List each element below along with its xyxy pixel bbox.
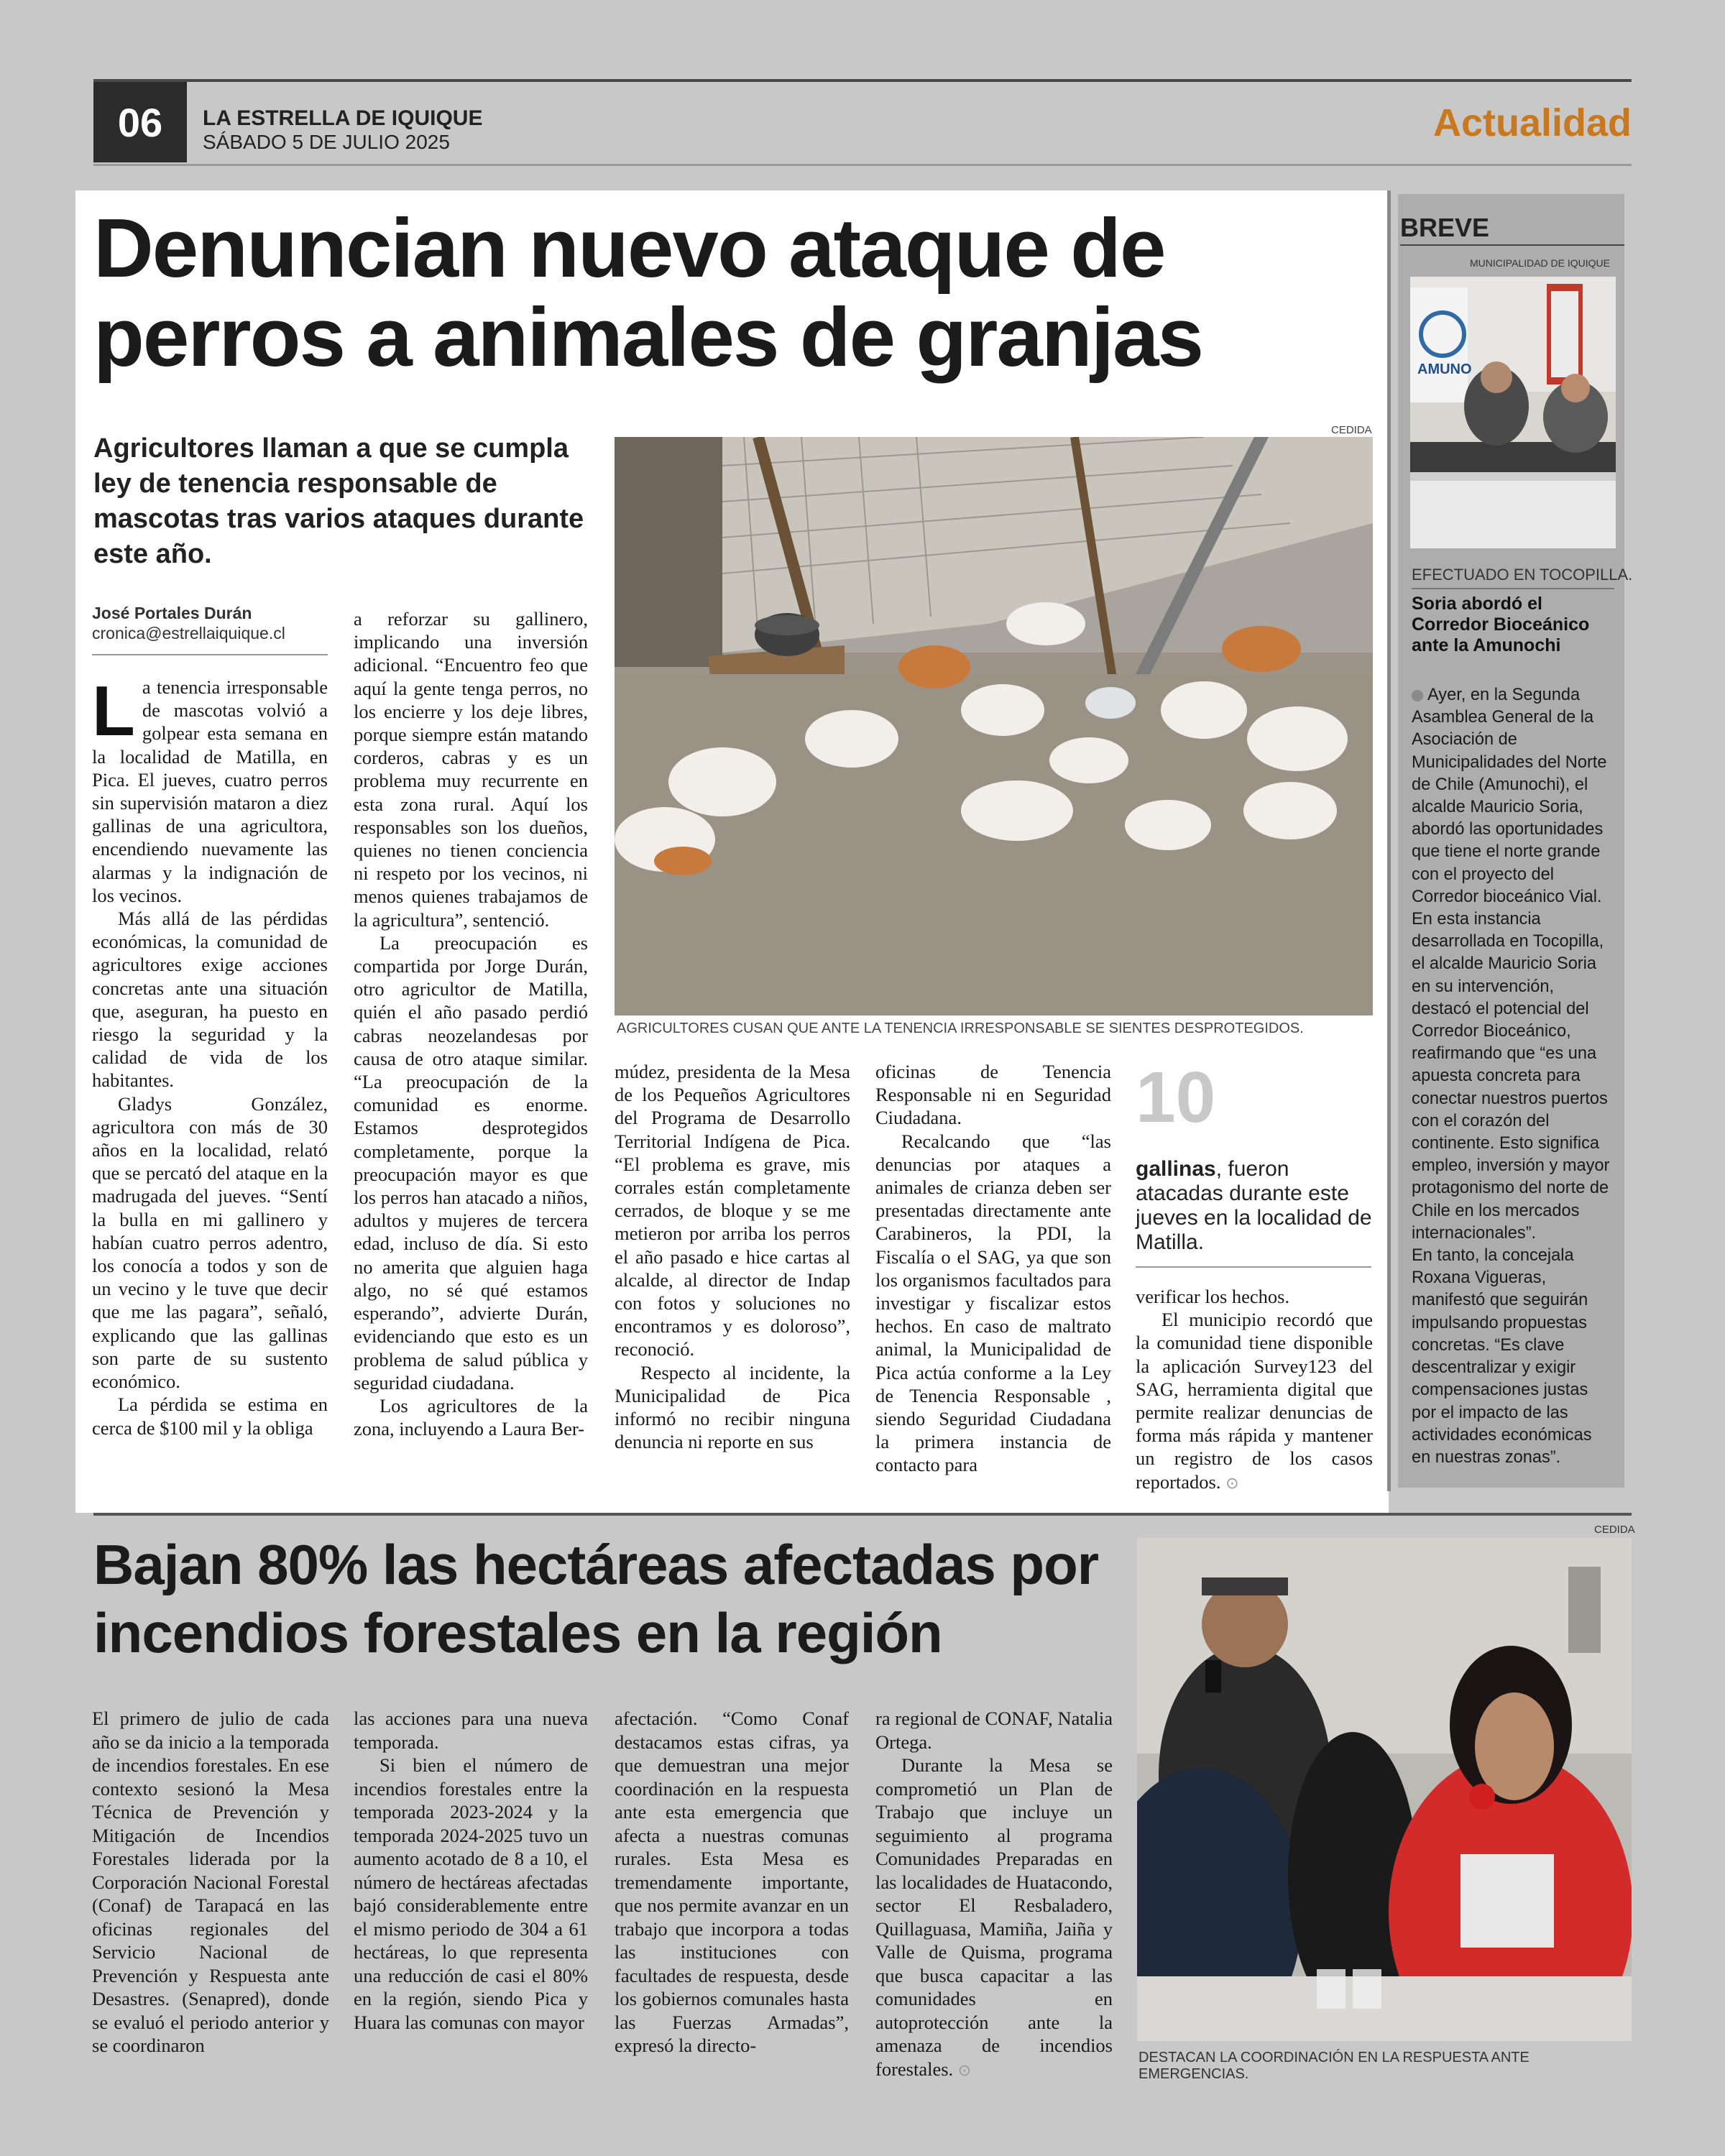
body-paragraph: El municipio recordó que la comunidad tiene disponible la aplicación Survey123 del SAG, herramienta digital que permite realizar denuncias de forma más rápida y mantener un registro de los casos reportados. ⊙ xyxy=(1136,1309,1373,1493)
sidebar-body xyxy=(1412,684,1614,1469)
pull-quote-bold: gallinas xyxy=(1136,1157,1216,1181)
page-number: 06 xyxy=(93,82,187,162)
body-paragraph: La tenencia irresponsable de mascotas volvió a golpear esta semana en la localidad de Matilla, en Pica. El jueves, cuatro perros sin supervisión mataron a diez gallinas de una agricultora, encendiendo nuevamente las alarmas y la indignación de los vecinos. xyxy=(92,671,328,906)
pull-quote-rule xyxy=(1136,1266,1371,1268)
photo-caption: AGRICULTORES CUSAN QUE ANTE LA TENENCIA IRRESPONSABLE SE SIENTES DESPROTEGIDOS. xyxy=(617,1021,1304,1036)
pull-quote-number: 10 xyxy=(1136,1057,1216,1138)
issue-date: SÁBADO 5 DE JULIO 2025 xyxy=(203,131,450,153)
photo-caption: DESTACAN LA COORDINACIÓN EN LA RESPUESTA ANTE EMERGENCIAS. xyxy=(1138,2050,1530,2082)
body-paragraph: a reforzar su gallinero, implicando una inversión adicional. “Encuentro feo que aquí la gente tenga perros, no los encierre y los deje libres, porque siempre están matando corderos, cabras y es un problema muy recurrente en esta zona rural. Aquí los responsables son los dueños, quienes no tienen conciencia ni respeto por los vecinos, ni menos quienes trabajamos de la agricultura”, sentenció. xyxy=(354,608,588,931)
sidebar-headline: Soria abordó el Corredor Bioceánico ante la Amunochi xyxy=(1412,594,1590,655)
main-column-2 xyxy=(354,607,588,1440)
pull-quote-text: , fueron atacadas durante este jueves en la localidad de Matilla. xyxy=(1136,1157,1372,1254)
body-paragraph: verificar los hechos. xyxy=(1136,1286,1290,1307)
main-column-4 xyxy=(875,1060,1111,1477)
amunochi-meeting-photo xyxy=(1410,277,1616,548)
body-paragraph: las acciones para una nueva temporada. xyxy=(354,1708,588,1753)
newspaper-name: LA ESTRELLA DE IQUIQUE xyxy=(203,106,483,130)
second-column-2 xyxy=(354,1707,588,2034)
body-paragraph: Gladys González, agricultora con más de 30 años en la localidad, relató que se percató del ataque en la madrugada del jueves. “Sentí la bulla en mi gallinero y habían cuatro perros adentro, los conocía a todos y son de un vecino y le tuve que decir que me las pagara”, señaló, explicando que las gallinas son parte de su sustento económico. xyxy=(92,1092,328,1393)
sidebar-divider xyxy=(1387,190,1391,1491)
drop-cap: L xyxy=(92,671,135,750)
body-paragraph: Recalcando que “las denuncias por ataques a animales de crianza deben ser presentadas directamente ante Carabineros, la PDI, la Fiscalía o el SAG, ya que son los organismos facultados para investigar y fiscalizar estos hechos. En caso de maltrato animal, la Municipalidad de Pica actúa conforme a la Ley de Tenencia Responsable , siendo Seguridad Ciudadana la primera instancia de contacto para xyxy=(875,1130,1111,1476)
sidebar-paragraph: En esta instancia desarrollada en Tocopilla, el alcalde Mauricio Soria en su intervención, destacó el potencial del Corredor Bioceánico, reafirmando que “es una apuesta concreta para conectar nuestros puertos con el corazón del continente. Esto significa empleo, inversión y mayor protagonismo del norte de Chile en los mercados internacionales”. xyxy=(1412,910,1610,1243)
body-paragraph: El primero de julio de cada año se da inicio a la temporada de incendios forestales. En ese contexto sesionó la Mesa Técnica de Prevención y Mitigación de Incendios Forestales liderada por la Corporación Nacional Forestal (Conaf) de Tarapacá en las oficinas regionales del Servicio Nacional de Prevención y Respuesta ante Desastres. (Senapred), donde se evaluó el periodo anterior y se coordinaron xyxy=(92,1708,329,2056)
pull-quote xyxy=(1136,1157,1373,1255)
body-paragraph: múdez, presidenta de la Mesa de los Pequeños Agricultores del Programa de Desarrollo Territorial Indígena de Pica. “El problema es grave, mis corrales están completamente cerrados, de bloque y se me metieron por arriba los perros el año pasado e hice cartas al alcalde, al director de Indap con fotos y soluciones no encontramos y es doloroso”, reconoció. xyxy=(615,1061,850,1360)
body-paragraph: Respecto al incidente, la Municipalidad de Pica informó no recibir ninguna denuncia ni reporte en sus xyxy=(615,1361,850,1453)
body-paragraph: ra regional de CONAF, Natalia Ortega. xyxy=(875,1708,1113,1753)
sidebar-paragraph: En tanto, la concejala Roxana Vigueras, manifestó que seguirán impulsando propuestas concretas. “Es clave descentralizar y exigir compensaciones justas por el impacto de las actividades económicas en nuestras zonas”. xyxy=(1412,1246,1592,1467)
body-paragraph: oficinas de Tenencia Responsable ni en Seguridad Ciudadana. xyxy=(875,1061,1111,1129)
body-paragraph: afectación. “Como Conaf destacamos estas cifras, ya que demuestran una mejor coordinación en la respuesta ante esta emergencia que afecta a nuestras comunas rurales. Esta Mesa es tremendamente importante, que nos permite avanzar en un trabajo que incorpora a todas las instituciones con facultades de respuesta, desde los gobiernos comunales hasta las Fuerzas Armadas”, expresó la directo- xyxy=(615,1708,849,2056)
main-column-3 xyxy=(615,1060,850,1453)
second-column-3 xyxy=(615,1707,849,2058)
second-column-1 xyxy=(92,1707,329,2058)
photo-credit: CEDIDA xyxy=(1594,1524,1635,1536)
header-bottom-rule xyxy=(93,164,1632,166)
breve-rule xyxy=(1400,244,1624,246)
sidebar-photo-credit: MUNICIPALIDAD DE IQUIQUE xyxy=(1470,257,1610,269)
body-paragraph: Durante la Mesa se comprometió un Plan de Trabajo que incluye un seguimiento al programa Comunidades Preparadas en las localidades de Huatacondo, sector El Resbaladero, Quillaguasa, Mamiña, Jaiña y Valle de Quisma, programa que busca capacitar a las comunidades en autoprotección ante la amenaza de incendios forestales. ⊙ xyxy=(875,1754,1113,2080)
header-rule xyxy=(93,79,1632,82)
main-column-5 xyxy=(1136,1285,1373,1496)
main-column-1 xyxy=(92,671,328,1439)
main-subhead: Agricultores llaman a que se cumpla ley de tenencia responsable de mascotas tras varios ataques durante este año. xyxy=(93,433,584,569)
second-headline: Bajan 80% las hectáreas afectadas por incendios forestales en la región xyxy=(93,1533,1099,1664)
main-headline: Denuncian nuevo ataque de perros a animales de granjas xyxy=(93,201,1202,384)
amunochi-sign: AMUNO xyxy=(1417,361,1472,377)
author-email: cronica@estrellaiquique.cl xyxy=(92,624,285,642)
sidebar-label-rule xyxy=(1412,588,1614,589)
breve-title: BREVE xyxy=(1400,213,1490,242)
end-of-article-icon: ⊙ xyxy=(1225,1474,1239,1493)
sidebar-photo-label: EFECTUADO EN TOCOPILLA. xyxy=(1412,566,1633,584)
photo-credit: CEDIDA xyxy=(1331,424,1372,436)
section-title: Actualidad xyxy=(1432,101,1632,144)
dead-chickens-photo xyxy=(615,437,1373,1015)
body-paragraph: La pérdida se estima en cerca de $100 mil y la obliga xyxy=(92,1393,328,1439)
author-name: José Portales Durán xyxy=(92,604,252,622)
body-paragraph: Más allá de las pérdidas económicas, la comunidad de agricultores exige acciones concretas ante una situación que, aseguran, ha puesto en riesgo la seguridad y la calidad de vida de los habitantes. xyxy=(92,908,328,1092)
body-paragraph: La preocupación es compartida por Jorge Durán, otro agricultor de Matilla, quién el año pasado perdió cabras neozelandesas por causa de otro ataque similar. “La preocupación de la comunidad es enorme. Estamos desprotegidos completamente, porque la preocupación mayor es que los perros han atacado a niños, adultos y mujeres de tercera edad, incluso de día. Si esto no amerita que alguien haga algo, no sé qué estamos esperando”, advierte Durán, evidenciando que esto es un problema de salud pública y seguridad ciudadana. xyxy=(354,931,588,1393)
body-paragraph: Los agricultores de la zona, incluyendo a Laura Ber- xyxy=(354,1394,588,1440)
end-of-article-icon: ⊙ xyxy=(957,2061,972,2080)
byline-rule xyxy=(92,654,328,655)
sidebar-paragraph: Ayer, en la Segunda Asamblea General de la Asociación de Municipalidades del Norte de Chile (Amunochi), el alcalde Mauricio Soria, abordó las oportunidades que tiene el norte grande con el proyecto del Corredor bioceánico Vial. xyxy=(1412,686,1607,906)
article-separator xyxy=(93,1513,1632,1516)
body-paragraph: Si bien el número de incendios forestales entre la temporada 2023-2024 y la temporada 2024-2025 tuvo un aumento acotado de 8 a 10, el número de hectáreas afectadas bajó considerablemente entre el mismo periodo de 304 a 61 hectáreas, lo que representa una reducción de casi el 80% en la región, siendo Pica y Huara las comunas con mayor xyxy=(354,1754,588,2033)
bullet-icon xyxy=(1412,690,1423,701)
second-column-4 xyxy=(875,1707,1113,2083)
conaf-meeting-photo xyxy=(1137,1538,1632,2041)
